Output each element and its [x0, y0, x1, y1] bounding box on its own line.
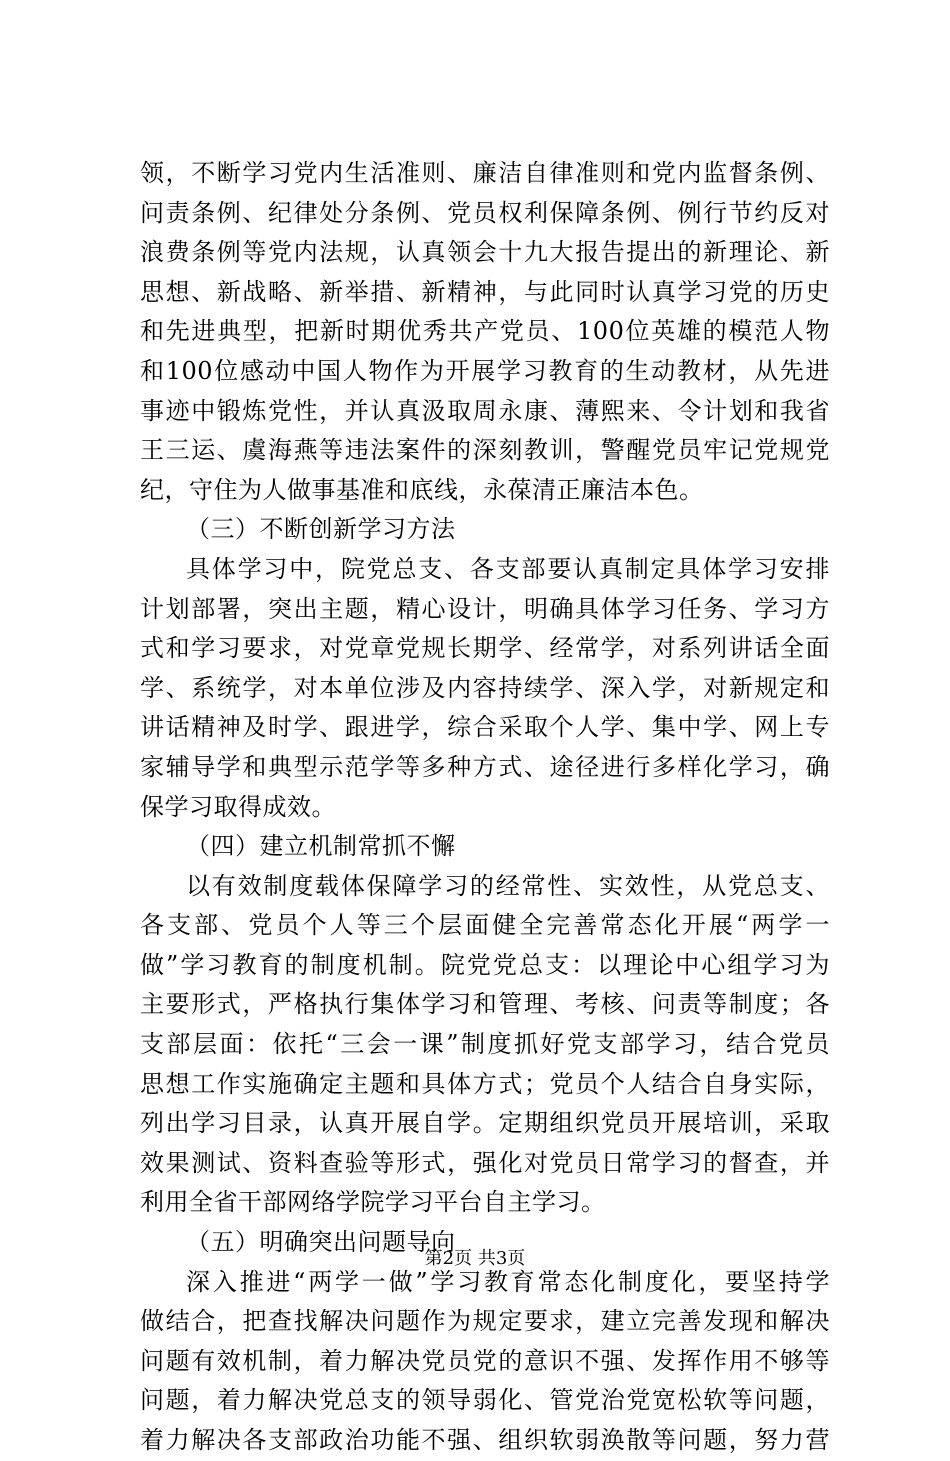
paragraph-line: 问责条例、纪律处分条例、党员权利保障条例、例行节约反对 [140, 198, 830, 227]
paragraph-line: 王三运、虞海燕等违法案件的深刻教训，警醒党员牢记党规党 [140, 436, 830, 465]
paragraph-line: 以有效制度载体保障学习的经常性、实效性，从党总支、 [186, 871, 830, 900]
paragraph-line: 效果测试、资料查验等形式，强化对党员日常学习的督查，并 [140, 1148, 830, 1177]
paragraph-line: 式和学习要求，对党章党规长期学、经常学，对系列讲话全面 [140, 634, 830, 663]
paragraph-line: 具体学习中，院党总支、各支部要认真制定具体学习安排 [186, 554, 830, 583]
paragraph-line: 纪，守住为人做事基准和底线，永葆清正廉洁本色。 [140, 475, 704, 504]
paragraph-line: 问题，着力解决党总支的领导弱化、管党治党宽松软等问题， [140, 1386, 830, 1415]
paragraph-line: 思想、新战略、新举措、新精神，与此同时认真学习党的历史 [140, 277, 830, 306]
paragraph-line: 思想工作实施确定主题和具体方式；党员个人结合自身实际， [140, 1069, 830, 1098]
paragraph-line: 讲话精神及时学、跟进学，综合采取个人学、集中学、网上专 [140, 713, 830, 742]
paragraph-line: 问题有效机制，着力解决党员党的意识不强、发挥作用不够等 [140, 1346, 830, 1375]
paragraph-line: 事迹中锻炼党性，并认真汲取周永康、薄熙来、令计划和我省 [140, 396, 830, 425]
paragraph-line: 主要形式，严格执行集体学习和管理、考核、问责等制度；各 [140, 990, 830, 1019]
paragraph-line: 保学习取得成效。 [140, 792, 336, 821]
paragraph-line: 计划部署，突出主题，精心设计，明确具体学习任务、学习方 [140, 594, 830, 623]
page-footer: 第2页 共3页 [424, 1248, 526, 1269]
section-heading: （四）建立机制常抓不懈 [186, 832, 456, 861]
paragraph-line: 浪费条例等党内法规，认真领会十九大报告提出的新理论、新 [140, 238, 830, 267]
paragraph-line: 和100位感动中国人物作为开展学习教育的生动教材，从先进 [140, 356, 830, 385]
paragraph-line: 支部层面：依托“三会一课”制度抓好党支部学习，结合党员 [140, 1030, 830, 1059]
paragraph-line: 领，不断学习党内生活准则、廉洁自律准则和党内监督条例、 [140, 159, 830, 187]
paragraph-line: 家辅导学和典型示范学等多种方式、途径进行多样化学习，确 [140, 752, 830, 781]
paragraph-line: 学、系统学，对本单位涉及内容持续学、深入学，对新规定和 [140, 673, 830, 702]
paragraph-line: 列出学习目录，认真开展自学。定期组织党员开展培训，采取 [140, 1109, 830, 1138]
paragraph-line: 利用全省干部网络学院学习平台自主学习。 [140, 1188, 606, 1217]
paragraph-line: 和先进典型，把新时期优秀共产党员、100位英雄的模范人物 [140, 317, 830, 346]
paragraph-line: 做结合，把查找解决问题作为规定要求，建立完善发现和解决 [140, 1307, 830, 1336]
paragraph-line: 深入推进“两学一做”学习教育常态化制度化，要坚持学 [186, 1267, 830, 1296]
section-heading: （三）不断创新学习方法 [186, 515, 456, 544]
section-heading: （五）明确突出问题导向 [186, 1228, 456, 1257]
paragraph-line: 做”学习教育的制度机制。院党党总支：以理论中心组学习为 [140, 950, 830, 979]
paragraph-line: 着力解决各支部政治功能不强、组织软弱涣散等问题，努力营 [140, 1426, 830, 1454]
paragraph-line: 各支部、党员个人等三个层面健全完善常态化开展“两学一 [140, 911, 830, 940]
